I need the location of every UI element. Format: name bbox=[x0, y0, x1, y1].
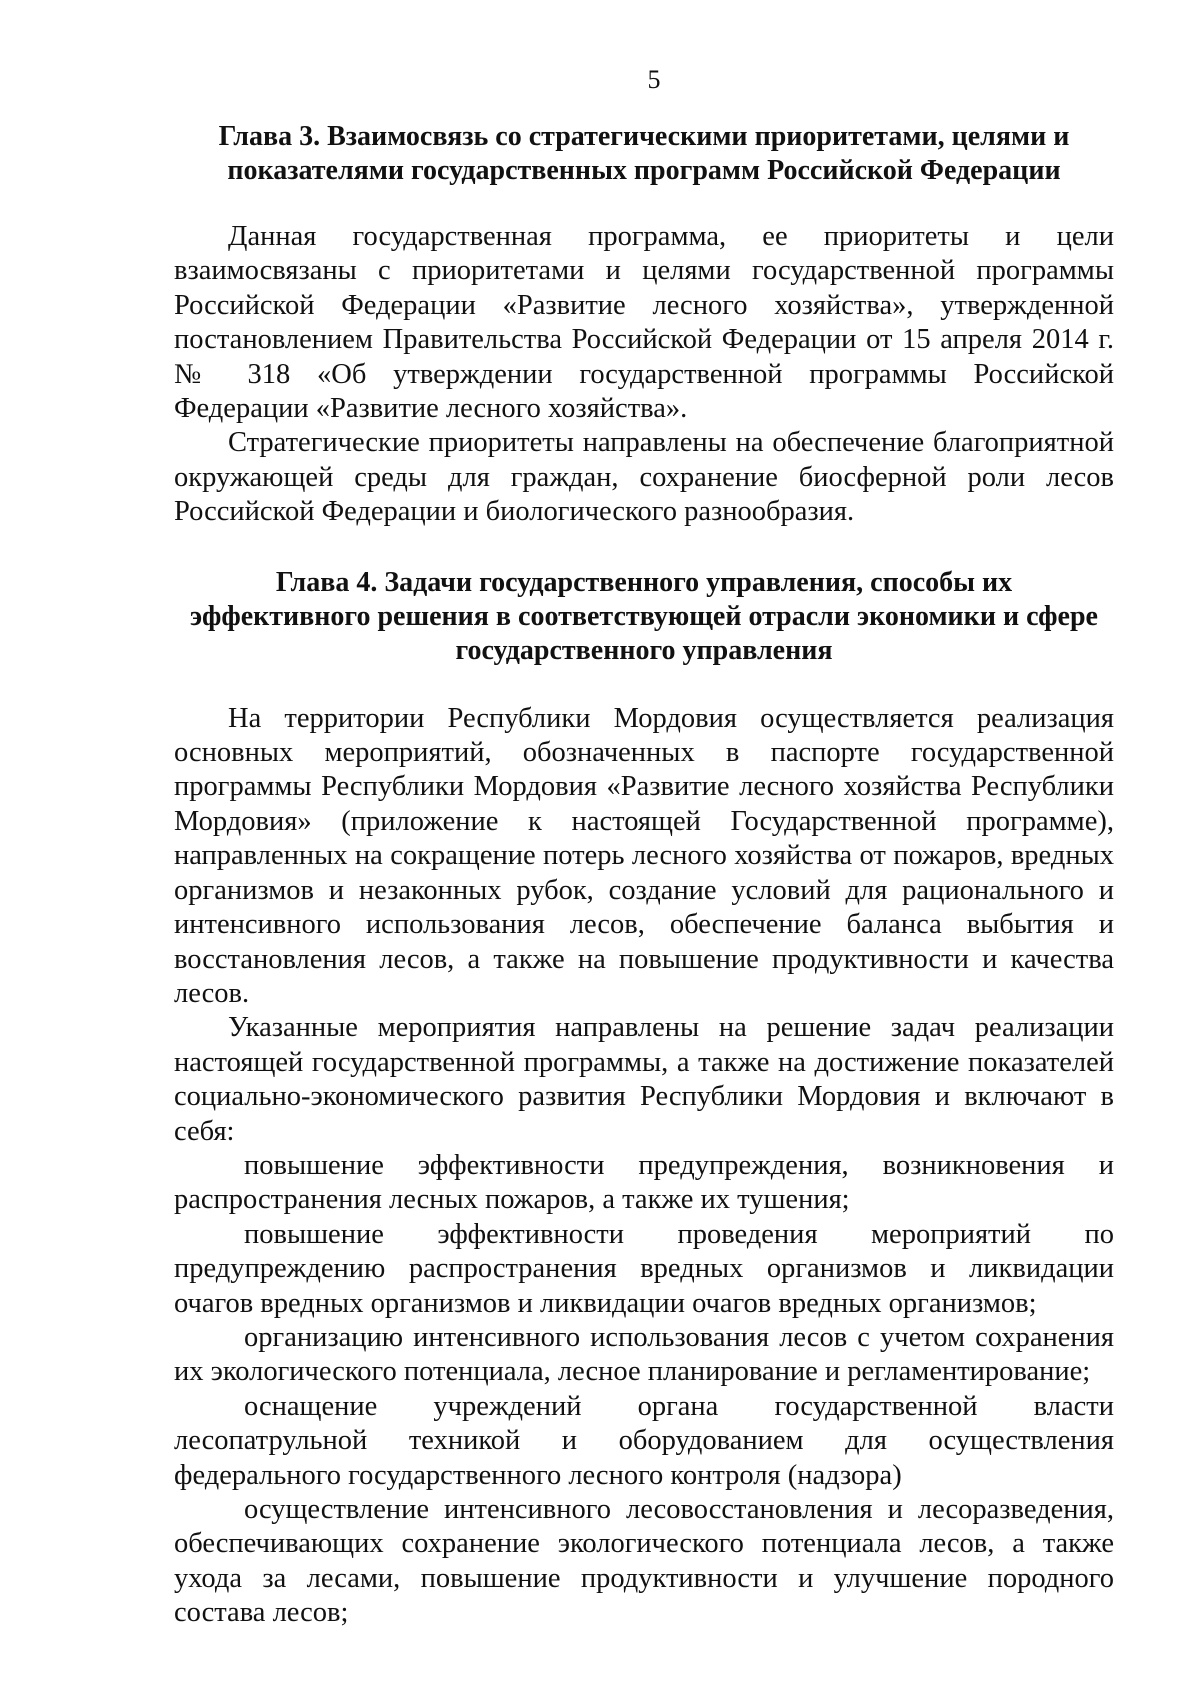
list-item: осуществление интенсивного лесовосстановления и лесоразведения, обеспечивающих сохранение экологического потенциала лесов, а также ухода за лесами, повышение продуктивности и улучшение породного состава лесов; bbox=[174, 1494, 1114, 1629]
chapter-4-heading-line: государственного управления bbox=[455, 634, 833, 666]
chapter-3-heading bbox=[174, 120, 1114, 188]
list-item: организацию интенсивного использования лесов с учетом сохранения их экологического потенциала, лесное планирование и регламентирование; bbox=[174, 1321, 1114, 1388]
chapter-3-heading-line: Глава 3. Взаимосвязь со стратегическими приоритетами, целями и bbox=[218, 121, 1070, 152]
list-item: повышение эффективности предупреждения, возникновения и распространения лесных пожаров, а также их тушения; bbox=[174, 1149, 1114, 1216]
chapter-3-heading-line: показателями государственных программ Российской Федерации bbox=[227, 155, 1061, 186]
list-item: оснащение учреждений органа государственной власти лесопатрульной техникой и оборудованием для осуществления федерального государственного лесного контроля (надзора) bbox=[174, 1390, 1114, 1491]
list-item: повышение эффективности проведения мероприятий по предупреждению распространения вредных организмов и ликвидации очагов вредных организмов и ликвидации очагов вредных организмов; bbox=[174, 1218, 1114, 1319]
chapter-4-heading-line: Глава 4. Задачи государственного управления, способы их bbox=[275, 566, 1013, 598]
chapter-3-body bbox=[174, 220, 1114, 530]
chapter-3-paragraph: Данная государственная программа, ее приоритеты и цели взаимосвязаны с приоритетами и целями государственной программы Российской Федерации «Развитие лесного хозяйства», утвержденной постановлением Правительства Российской Федерации от 15 апреля 2014 г. № 318 «Об утверждении государственной программы Российской Федерации «Развитие лесного хозяйства». bbox=[174, 221, 1114, 425]
chapter-4-heading-line: эффективного решения в соответствующей отрасли экономики и сфере bbox=[190, 600, 1098, 632]
measures-list bbox=[174, 1149, 1114, 1631]
chapter-4-heading bbox=[174, 566, 1114, 668]
chapter-4-paragraph: Указанные мероприятия направлены на решение задач реализации настоящей государственной программы, а также на достижение показателей социально-экономического развития Республики Мордовия и включают в себя: bbox=[174, 1012, 1114, 1147]
page-number: 5 bbox=[647, 65, 661, 94]
chapter-3-paragraph: Стратегические приоритеты направлены на обеспечение благоприятной окружающей среды для граждан, сохранение биосферной роли лесов Российской Федерации и биологического разнообразия. bbox=[174, 427, 1114, 528]
chapter-4-paragraph: На территории Республики Мордовия осуществляется реализация основных мероприятий, обозначенных в паспорте государственной программы Республики Мордовия «Развитие лесного хозяйства Республики Мордовия» (приложение к настоящей Государственной программе), направленных на сокращение потерь лесного хозяйства от пожаров, вредных организмов и незаконных рубок, создание условий для рационального и интенсивного использования лесов, обеспечение баланса выбытия и восстановления лесов, а также на повышение продуктивности и качества лесов. bbox=[174, 702, 1114, 1009]
chapter-4-body bbox=[174, 702, 1114, 1631]
document-page bbox=[174, 64, 1114, 1631]
